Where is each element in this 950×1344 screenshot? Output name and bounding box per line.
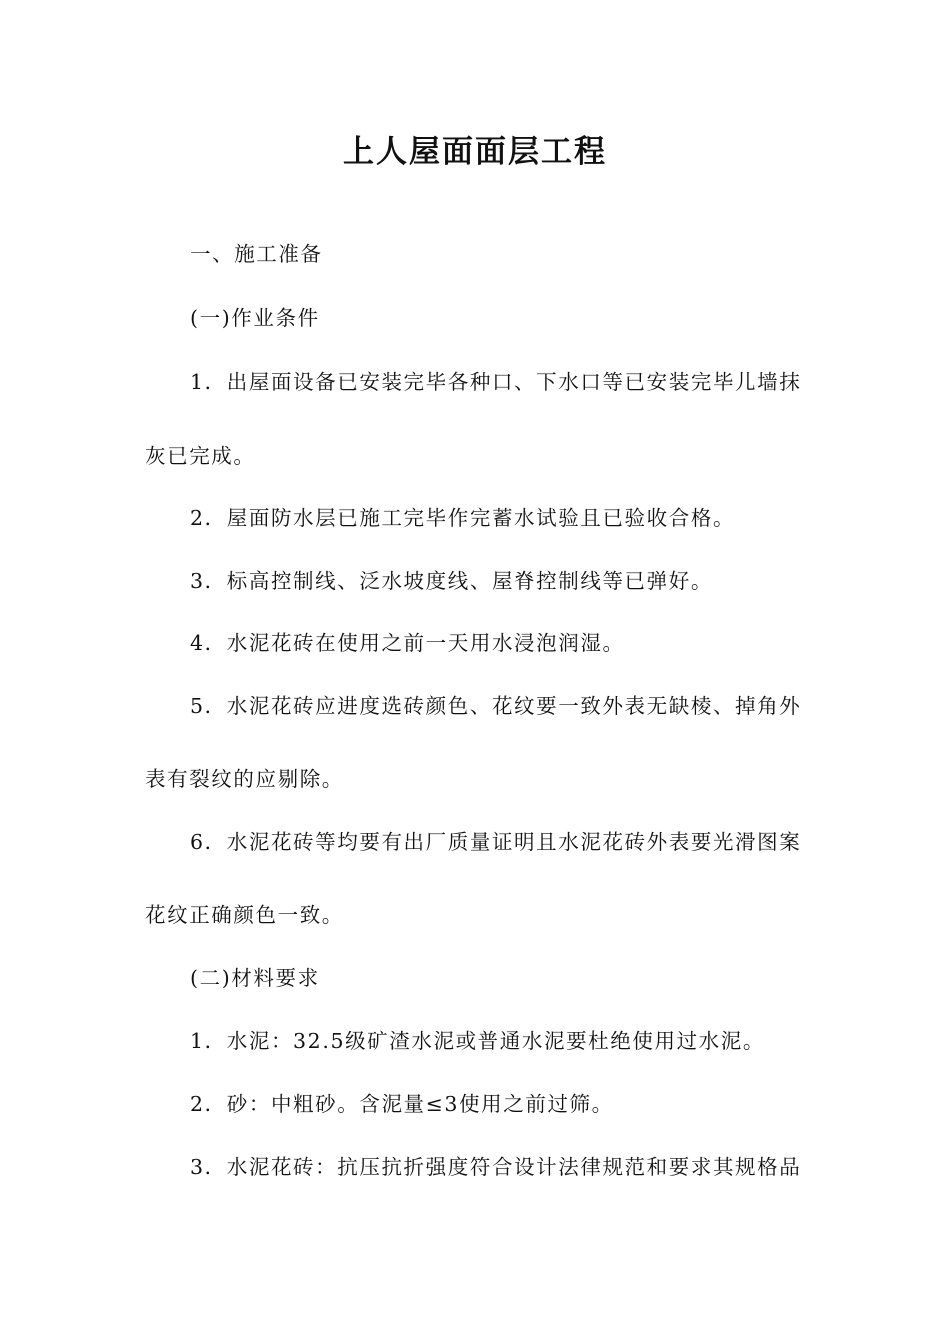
paragraph-line: 4．水泥花砖在使用之前一天用水浸泡润湿。 [190,631,625,655]
paragraph-line: 灰已完成。 [145,444,256,468]
paragraph-line: 3．标高控制线、泛水坡度线、屋脊控制线等已弹好。 [190,569,713,593]
paragraph-line: 2．砂：中粗砂。含泥量≤3使用之前过筛。 [190,1092,614,1116]
paragraph-line: 6．水泥花砖等均要有出厂质量证明且水泥花砖外表要光滑图案 [190,830,802,854]
paragraph-line: 1．水泥：32.5级矿渣水泥或普通水泥要杜绝使用过水泥。 [190,1029,765,1053]
paragraph-line: 表有裂纹的应剔除。 [145,767,344,791]
paragraph-line: 3．水泥花砖：抗压抗折强度符合设计法律规范和要求其规格品 [190,1155,802,1179]
paragraph-line: 1．出屋面设备已安装完毕各种口、下水口等已安装完毕儿墙抹 [190,370,802,394]
document-title: 上人屋面面层工程 [343,134,607,170]
subsection-heading-material-requirements: (二)材料要求 [190,966,320,990]
paragraph-line: 5．水泥花砖应进度选砖颜色、花纹要一致外表无缺棱、掉角外 [190,694,802,718]
section-heading-construction-prep: 一、施工准备 [190,242,323,266]
paragraph-line: 花纹正确颜色一致。 [145,903,344,927]
paragraph-line: 2．屋面防水层已施工完毕作完蓄水试验且已验收合格。 [190,506,736,530]
subsection-heading-work-conditions: (一)作业条件 [190,306,320,330]
